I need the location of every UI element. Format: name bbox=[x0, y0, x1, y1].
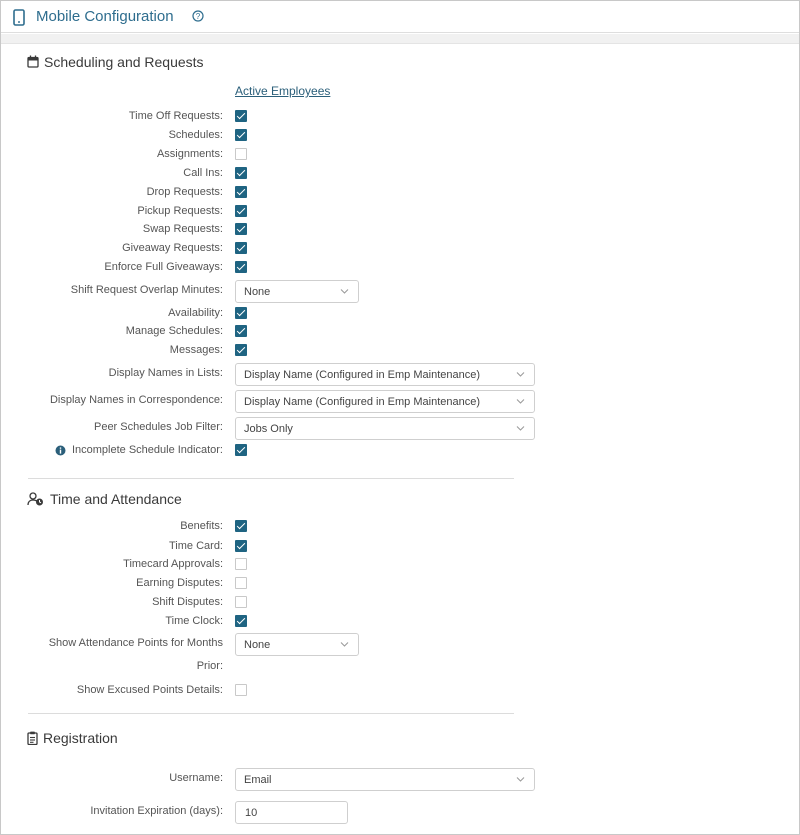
username-label: Username: bbox=[169, 772, 223, 784]
show-attendance-points-for-months-label: Show Attendance Points for Months bbox=[48, 637, 223, 649]
time-card-label: Time Card: bbox=[169, 540, 223, 552]
availability-checkbox[interactable] bbox=[235, 307, 247, 319]
username-select[interactable] bbox=[235, 768, 535, 791]
giveaway-requests-checkbox[interactable] bbox=[235, 242, 247, 254]
availability-label: Availability: bbox=[168, 307, 223, 319]
display-names-in-correspondence-select[interactable] bbox=[235, 390, 535, 413]
benefits-checkbox[interactable] bbox=[235, 520, 247, 532]
invitation-expiration-label: Invitation Expiration (days): bbox=[90, 805, 223, 817]
incomplete-schedule-indicator-checkbox[interactable] bbox=[235, 444, 247, 456]
shift-disputes-checkbox[interactable] bbox=[235, 596, 247, 608]
section-title-attendance: Time and Attendance bbox=[50, 491, 182, 507]
page-header bbox=[1, 1, 799, 33]
form-row-incomplete-schedule-indicator bbox=[1, 442, 561, 460]
display-names-in-lists-select[interactable] bbox=[235, 363, 535, 386]
form-row-assignments bbox=[1, 146, 561, 164]
drop-requests-checkbox[interactable] bbox=[235, 186, 247, 198]
form-row-time-card bbox=[1, 538, 561, 556]
time-clock-label: Time Clock: bbox=[165, 615, 223, 627]
peer-schedules-job-filter-select[interactable] bbox=[235, 417, 535, 440]
form-row-show-attendance-points-for-months bbox=[1, 635, 561, 672]
swap-requests-checkbox[interactable] bbox=[235, 223, 247, 235]
form-row-time-off-requests bbox=[1, 108, 561, 126]
form-row-invitation-expiration bbox=[1, 803, 561, 821]
svg-text:?: ? bbox=[195, 12, 201, 21]
time-clock-checkbox[interactable] bbox=[235, 615, 247, 627]
form-row-username bbox=[1, 770, 561, 788]
help-circle-icon[interactable] bbox=[192, 10, 204, 22]
timecard-approvals-checkbox[interactable] bbox=[235, 558, 247, 570]
drop-requests-label: Drop Requests: bbox=[146, 186, 223, 198]
form-row-availability bbox=[1, 305, 561, 323]
display-names-in-lists-label: Display Names in Lists: bbox=[108, 367, 223, 379]
username-select-value: Email bbox=[244, 774, 272, 786]
form-row-manage-schedules bbox=[1, 323, 561, 341]
time-card-checkbox[interactable] bbox=[235, 540, 247, 552]
form-row-shift-request-overlap-minutes bbox=[1, 282, 561, 300]
section-divider bbox=[28, 478, 514, 479]
schedules-checkbox[interactable] bbox=[235, 129, 247, 141]
schedules-label: Schedules: bbox=[168, 129, 223, 141]
form-row-schedules bbox=[1, 127, 561, 145]
form-row-show-excused-points-details bbox=[1, 682, 561, 700]
form-row-giveaway-requests bbox=[1, 240, 561, 258]
display-names-in-correspondence-select-value: Display Name (Configured in Emp Maintenance) bbox=[244, 396, 480, 408]
pickup-requests-checkbox[interactable] bbox=[235, 205, 247, 217]
peer-schedules-job-filter-label: Peer Schedules Job Filter: bbox=[93, 421, 223, 433]
form-row-display-names-in-lists bbox=[1, 365, 561, 383]
earning-disputes-label: Earning Disputes: bbox=[136, 577, 223, 589]
timecard-approvals-label: Timecard Approvals: bbox=[123, 558, 223, 570]
enforce-full-giveaways-checkbox[interactable] bbox=[235, 261, 247, 273]
assignments-label: Assignments: bbox=[156, 148, 223, 160]
invitation-expiration-input[interactable] bbox=[235, 801, 348, 824]
form-row-messages bbox=[1, 342, 561, 360]
time-off-requests-label: Time Off Requests: bbox=[128, 110, 223, 122]
header-gutter bbox=[1, 34, 799, 44]
form-row-earning-disputes bbox=[1, 575, 561, 593]
form-row-shift-disputes bbox=[1, 594, 561, 612]
section-divider bbox=[28, 713, 514, 714]
manage-schedules-checkbox[interactable] bbox=[235, 325, 247, 337]
pickup-requests-label: Pickup Requests: bbox=[137, 205, 223, 217]
time-off-requests-checkbox[interactable] bbox=[235, 110, 247, 122]
form-row-benefits bbox=[1, 518, 561, 536]
incomplete-schedule-indicator-label: Incomplete Schedule Indicator: bbox=[71, 444, 223, 456]
messages-checkbox[interactable] bbox=[235, 344, 247, 356]
active-employees-column-header: Active Employees bbox=[235, 84, 331, 98]
section-title-scheduling: Scheduling and Requests bbox=[44, 54, 204, 70]
benefits-label: Benefits: bbox=[180, 520, 223, 532]
shift-request-overlap-minutes-label: Shift Request Overlap Minutes: bbox=[70, 284, 223, 296]
clipboard-icon bbox=[27, 731, 38, 745]
display-names-in-lists-select-value: Display Name (Configured in Emp Maintenance) bbox=[244, 369, 480, 381]
show-attendance-points-for-months-label-continued: Prior: bbox=[196, 660, 223, 672]
form-row-enforce-full-giveaways bbox=[1, 259, 561, 277]
form-row-call-ins bbox=[1, 165, 561, 183]
peer-schedules-job-filter-select-value: Jobs Only bbox=[244, 423, 293, 435]
form-row-pickup-requests bbox=[1, 203, 561, 221]
chevron-down-icon bbox=[516, 425, 525, 432]
info-icon[interactable] bbox=[55, 445, 66, 456]
user-clock-icon bbox=[27, 492, 44, 506]
show-attendance-points-for-months-select-value: None bbox=[244, 639, 271, 651]
form-row-timecard-approvals bbox=[1, 556, 561, 574]
chevron-down-icon bbox=[516, 371, 525, 378]
show-excused-points-details-checkbox[interactable] bbox=[235, 684, 247, 696]
giveaway-requests-label: Giveaway Requests: bbox=[122, 242, 223, 254]
manage-schedules-label: Manage Schedules: bbox=[125, 325, 223, 337]
enforce-full-giveaways-label: Enforce Full Giveaways: bbox=[104, 261, 223, 273]
form-row-display-names-in-correspondence bbox=[1, 392, 561, 410]
calendar-icon bbox=[27, 55, 39, 68]
shift-disputes-label: Shift Disputes: bbox=[152, 596, 223, 608]
show-excused-points-details-label: Show Excused Points Details: bbox=[76, 684, 223, 696]
phone-icon bbox=[13, 9, 25, 26]
section-title-registration: Registration bbox=[43, 730, 118, 746]
call-ins-checkbox[interactable] bbox=[235, 167, 247, 179]
form-row-swap-requests bbox=[1, 221, 561, 239]
chevron-down-icon bbox=[516, 398, 525, 405]
display-names-in-correspondence-label: Display Names in Correspondence: bbox=[49, 394, 223, 406]
shift-request-overlap-minutes-select[interactable] bbox=[235, 280, 359, 303]
chevron-down-icon bbox=[340, 288, 349, 295]
page-title: Mobile Configuration bbox=[36, 8, 174, 25]
form-row-time-clock bbox=[1, 613, 561, 631]
messages-label: Messages: bbox=[169, 344, 223, 356]
shift-request-overlap-minutes-select-value: None bbox=[244, 286, 271, 298]
swap-requests-label: Swap Requests: bbox=[142, 223, 223, 235]
chevron-down-icon bbox=[516, 776, 525, 783]
form-row-drop-requests bbox=[1, 184, 561, 202]
call-ins-label: Call Ins: bbox=[183, 167, 223, 179]
assignments-checkbox[interactable] bbox=[235, 148, 247, 160]
form-row-peer-schedules-job-filter bbox=[1, 419, 561, 437]
show-attendance-points-for-months-select[interactable] bbox=[235, 633, 359, 656]
chevron-down-icon bbox=[340, 641, 349, 648]
earning-disputes-checkbox[interactable] bbox=[235, 577, 247, 589]
